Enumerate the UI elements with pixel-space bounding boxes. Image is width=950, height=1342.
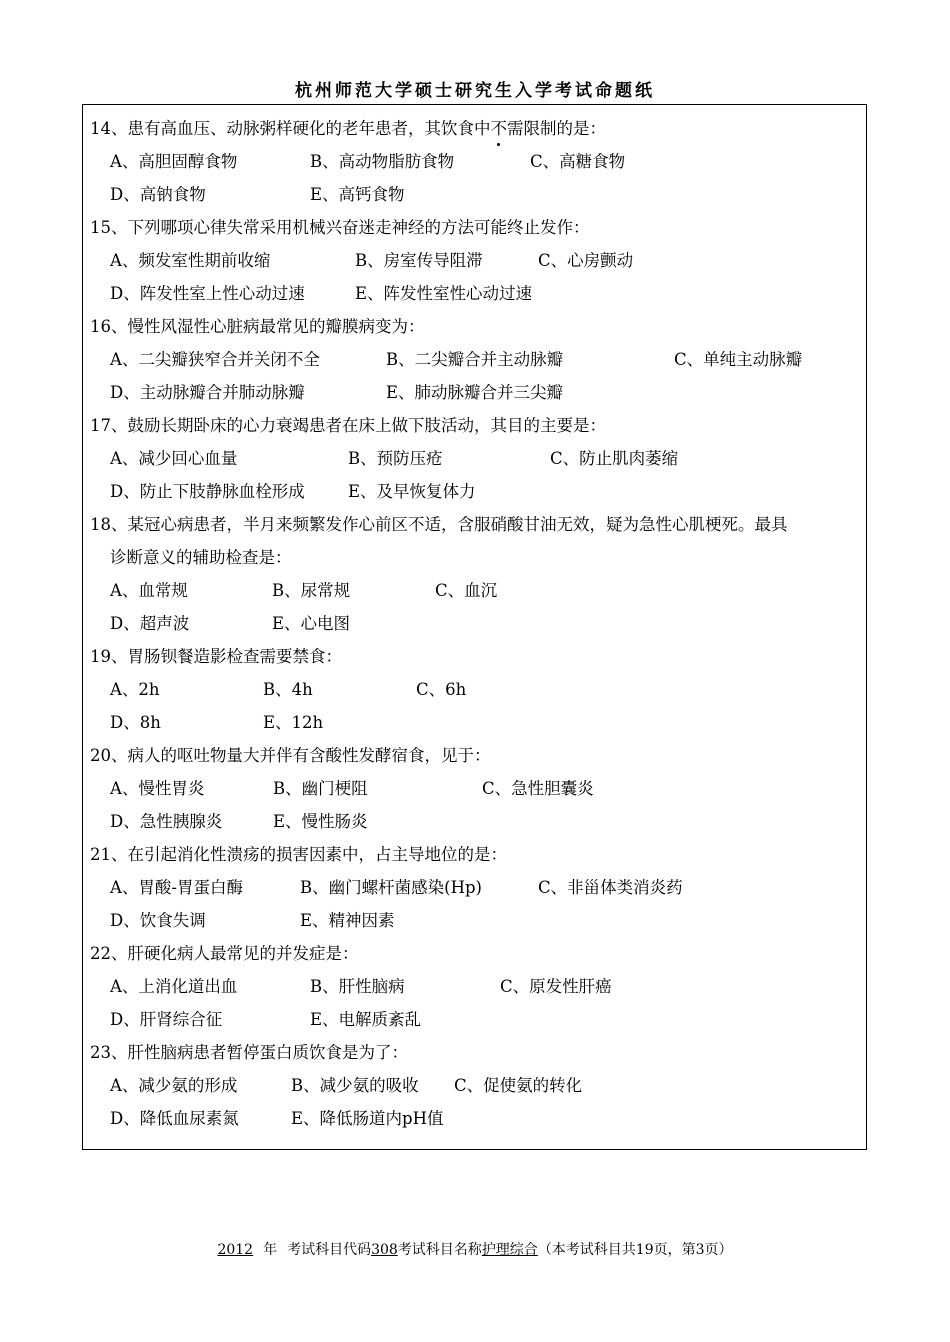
option-e: E、慢性肠炎 — [273, 812, 368, 831]
option-b: B、减少氨的吸收 — [291, 1076, 419, 1095]
option-d: D、急性胰腺炎 — [110, 812, 223, 831]
option-row — [90, 277, 860, 310]
subject-name: 护理综合 — [481, 1242, 538, 1258]
option-row — [90, 706, 860, 739]
option-row — [90, 904, 860, 937]
subject-name-label: 考试科目名称 — [397, 1242, 482, 1258]
option-row — [90, 805, 860, 838]
option-row — [90, 673, 860, 706]
option-e: E、降低肠道内pH值 — [291, 1109, 444, 1128]
option-a: A、高胆固醇食物 — [110, 152, 238, 171]
option-row — [90, 871, 860, 904]
option-e: E、精神因素 — [300, 911, 395, 930]
option-d: D、阵发性室上性心动过速 — [110, 284, 305, 303]
option-b: B、二尖瓣合并主动脉瓣 — [386, 350, 564, 369]
option-c: C、促使氨的转化 — [454, 1076, 583, 1095]
option-d: D、肝肾综合征 — [110, 1010, 223, 1029]
option-row — [90, 970, 860, 1003]
option-e: E、高钙食物 — [310, 185, 405, 204]
exam-year: 2012 — [217, 1242, 254, 1258]
option-d: D、防止下肢静脉血栓形成 — [110, 482, 305, 501]
question-stem-15: 15、下列哪项心律失常采用机械兴奋迷走神经的方法可能终止发作： — [90, 218, 590, 237]
question-list — [90, 112, 860, 1135]
year-label: 年 — [263, 1242, 278, 1258]
question-stem-16: 16、慢性风湿性心脏病最常见的瓣膜病变为： — [90, 317, 425, 336]
option-row — [90, 178, 860, 211]
subject-code-label: 考试科目代码 — [287, 1242, 372, 1258]
option-b: B、高动物脂肪食物 — [310, 152, 455, 171]
page-title: 杭州师范大学硕士研究生入学考试命题纸 — [295, 81, 655, 101]
option-b: B、尿常规 — [272, 581, 351, 600]
question-stem-21: 21、在引起消化性溃疡的损害因素中，占主导地位的是： — [90, 845, 507, 864]
option-row — [90, 343, 860, 376]
emphasis-mark: 不 — [491, 112, 508, 145]
option-row — [90, 772, 860, 805]
question-stem-19: 19、胃肠钡餐造影检查需要禁食： — [90, 647, 342, 666]
question-stem-20: 20、病人的呕吐物量大并伴有含酸性发酵宿食，见于： — [90, 746, 491, 765]
option-a: A、减少氨的形成 — [110, 1076, 238, 1095]
page-count: （本考试科目共19页，第3页） — [537, 1242, 733, 1258]
option-a: A、慢性胃炎 — [110, 779, 205, 798]
option-row — [90, 145, 860, 178]
option-e: E、心电图 — [272, 614, 351, 633]
option-c: C、6h — [416, 680, 467, 699]
option-a: A、上消化道出血 — [110, 977, 238, 996]
option-d: D、高钠食物 — [110, 185, 206, 204]
option-row — [90, 475, 860, 508]
option-row — [90, 574, 860, 607]
question-stem-14: 14、患有高血压、动脉粥样硬化的老年患者，其饮食中不需限制的是： — [90, 112, 860, 145]
option-c: C、急性胆囊炎 — [482, 779, 594, 798]
option-c: C、原发性肝癌 — [500, 977, 612, 996]
option-d: D、8h — [110, 713, 161, 732]
option-a: A、频发室性期前收缩 — [110, 251, 271, 270]
option-row — [90, 607, 860, 640]
option-row — [90, 1003, 860, 1036]
option-e: E、肺动脉瓣合并三尖瓣 — [386, 383, 564, 402]
option-c: C、血沉 — [435, 581, 498, 600]
option-e: E、电解质紊乱 — [310, 1010, 422, 1029]
option-e: E、12h — [263, 713, 324, 732]
option-d: D、超声波 — [110, 614, 190, 633]
option-c: C、非甾体类消炎药 — [538, 878, 683, 897]
option-c: C、防止肌肉萎缩 — [550, 449, 679, 468]
option-a: A、胃酸-胃蛋白酶 — [110, 878, 243, 897]
option-row — [90, 1069, 860, 1102]
option-a: A、2h — [110, 680, 160, 699]
question-stem-18: 18、某冠心病患者，半月来频繁发作心前区不适，含服硝酸甘油无效，疑为急性心肌梗死。最具 — [90, 515, 788, 534]
question-stem-18-cont: 诊断意义的辅助检查是： — [110, 548, 292, 567]
option-b: B、幽门螺杆菌感染(Hp) — [300, 878, 482, 897]
option-b: B、肝性脑病 — [310, 977, 405, 996]
option-a: A、二尖瓣狭窄合并关闭不全 — [110, 350, 320, 369]
option-b: B、预防压疮 — [348, 449, 443, 468]
option-a: A、减少回心血量 — [110, 449, 238, 468]
option-a: A、血常规 — [110, 581, 188, 600]
question-stem-17: 17、鼓励长期卧床的心力衰竭患者在床上做下肢活动，其目的主要是： — [90, 416, 606, 435]
question-stem-22: 22、肝硬化病人最常见的并发症是： — [90, 944, 359, 963]
page-footer — [0, 1239, 950, 1259]
option-b: B、房室传导阻滞 — [355, 251, 483, 270]
option-c: C、心房颤动 — [538, 251, 634, 270]
option-d: D、饮食失调 — [110, 911, 206, 930]
option-e: E、及早恢复体力 — [348, 482, 476, 501]
option-b: B、幽门梗阻 — [273, 779, 368, 798]
option-c: C、高糖食物 — [530, 152, 626, 171]
option-row — [90, 1102, 860, 1135]
question-stem-23: 23、肝性脑病患者暂停蛋白质饮食是为了： — [90, 1043, 408, 1062]
subject-code: 308 — [371, 1242, 398, 1258]
option-d: D、主动脉瓣合并肺动脉瓣 — [110, 383, 305, 402]
option-e: E、阵发性室性心动过速 — [355, 284, 533, 303]
option-c: C、单纯主动脉瓣 — [674, 350, 803, 369]
option-d: D、降低血尿素氮 — [110, 1109, 239, 1128]
option-row — [90, 376, 860, 409]
option-row — [90, 442, 860, 475]
option-row — [90, 244, 860, 277]
option-b: B、4h — [263, 680, 313, 699]
